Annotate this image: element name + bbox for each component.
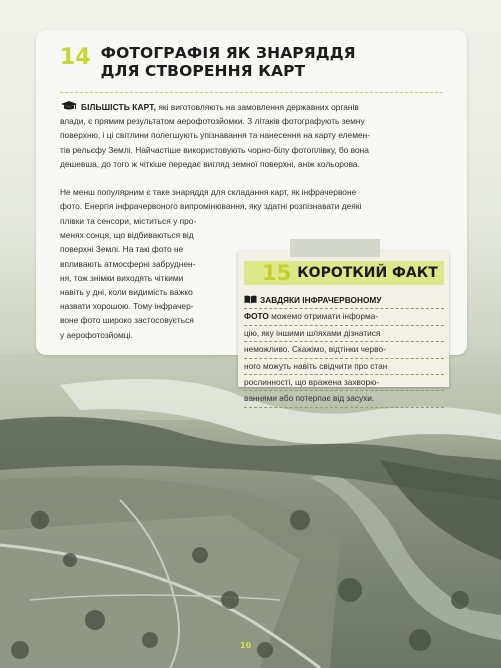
intro-lead: БІЛЬШІСТЬ КАРТ,	[81, 102, 157, 112]
text-line: фото. Енергія інфрачервоного випромінювання, яку здатні розпізнавати деякі	[60, 201, 362, 212]
fact-line: ваннями або потерпає від засухи.	[244, 391, 444, 407]
text-line: воне фото широко застосовується	[60, 315, 194, 326]
fact-number: 15	[262, 261, 292, 285]
fact-title: КОРОТКИЙ ФАКТ	[297, 265, 438, 281]
text-line: Не менш популярним є таке знаряддя для складання карт, як інфрачервоне	[60, 187, 357, 197]
article-title-line: ДЛЯ СТВОРЕННЯ КАРТ	[100, 62, 306, 80]
text-line: назвати хорошою. Тому інфрачер-	[60, 301, 194, 312]
text-line: які виготовляють на замовлення державних органів	[156, 102, 359, 112]
text-line: ня, тож знімки виходять чіткими	[60, 272, 184, 283]
fact-line: неможливо. Скажімо, відтінки черво-	[244, 342, 444, 358]
text-line: плівки та сенсори, міститься у про-	[60, 216, 197, 226]
graduation-cap-icon	[60, 100, 78, 111]
fact-lead-2: ФОТО	[244, 311, 269, 322]
text-line: влади, є прямим результатом аерофотозйомки. З літаків фотографують земну	[60, 116, 365, 127]
fact-lead: ЗАВДЯКИ ІНФРАЧЕРВОНОМУ	[260, 295, 382, 305]
text-line: менях сонця, що відбиваються від	[60, 230, 194, 241]
text-line: навіть у дні, коли видимість важко	[60, 287, 193, 298]
second-paragraph	[60, 185, 446, 213]
open-book-icon	[244, 295, 257, 304]
article-header	[60, 44, 356, 80]
third-paragraph	[60, 214, 242, 342]
fact-line	[244, 309, 444, 325]
article-title-line: ФОТОГРАФІЯ ЯК ЗНАРЯДДЯ	[100, 44, 356, 62]
tape-decoration	[290, 239, 380, 257]
article-title	[101, 44, 356, 80]
fact-box	[238, 245, 449, 404]
text-line: поверхні Землі. На такі фото не	[60, 244, 184, 255]
text-line	[60, 100, 446, 114]
article-number: 14	[60, 45, 91, 70]
fact-line	[244, 293, 444, 309]
fact-body	[244, 293, 444, 408]
fact-header	[244, 261, 444, 285]
fact-text: можемо отримати інформа-	[268, 311, 379, 322]
text-line: впливають атмосферні забруднен-	[60, 258, 196, 269]
text-line: тів рельєфу Землі. Найчастіше використовують чорно-білу фотоплівку, бо вона	[60, 144, 369, 155]
text-line: у аерофотозйомці.	[60, 329, 133, 340]
fact-line: ного можуть навіть свідчити про стан	[244, 359, 444, 375]
page-number: 10	[240, 641, 252, 650]
text-line: поверхню, і ці світлини полегшують упізнавання та нанесення на карту елемен-	[60, 130, 371, 141]
intro-paragraph	[60, 100, 446, 171]
text-line: дешевша, до того ж чіткіше передає вигляд земної поверхні, аніж кольорова.	[60, 158, 360, 169]
fact-line: рослинності, що вражена захворю-	[244, 375, 444, 391]
header-divider	[60, 92, 443, 93]
fact-card	[238, 251, 449, 404]
fact-line: цію, яку іншими шляхами дізнатися	[244, 326, 444, 342]
